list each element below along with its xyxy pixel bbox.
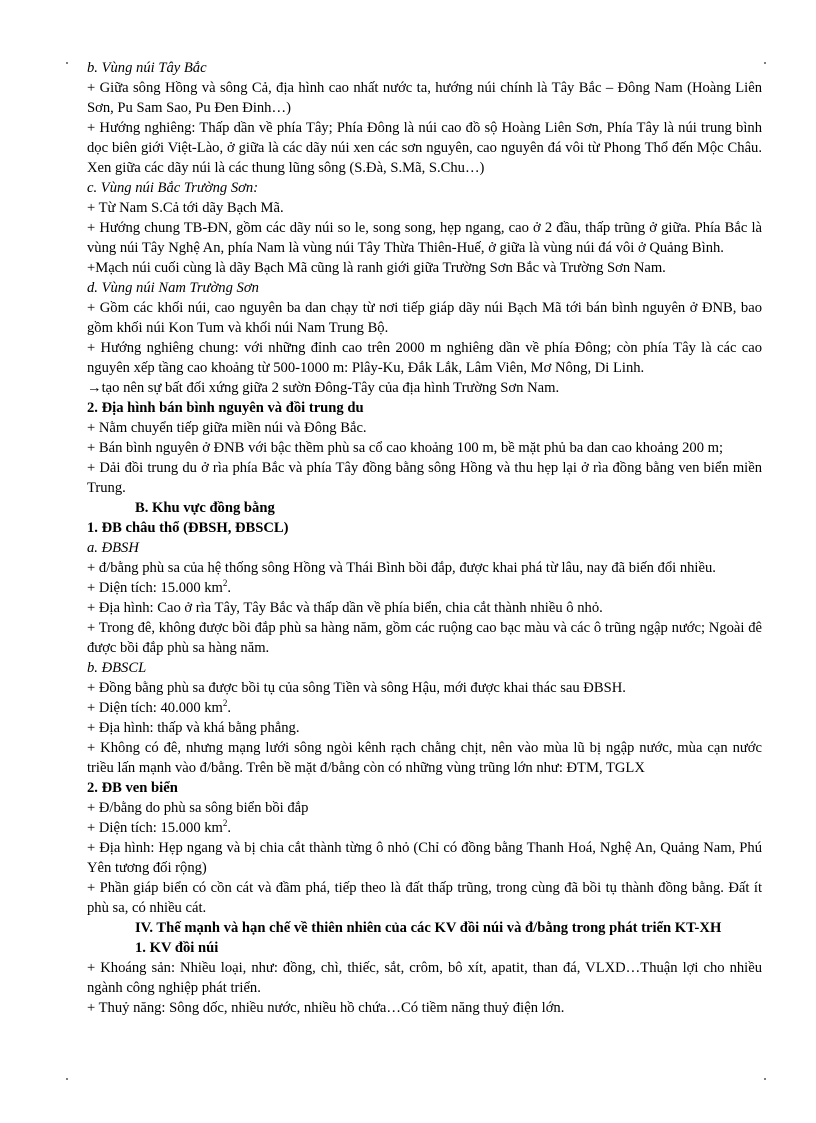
paragraph: + Khoáng sản: Nhiều loại, như: đồng, chì, thiếc, sắt, crôm, bô xít, apatit, than đá, VLXD…Thuận lợi cho nhiều ngành công nghiệp phát triển. <box>87 960 762 996</box>
arrow-icon: → <box>87 380 102 396</box>
corner-mark-top-left <box>66 62 68 64</box>
paragraph: + Giữa sông Hồng và sông Cả, địa hình cao nhất nước ta, hướng núi chính là Tây Bắc – Đông Nam (Hoàng Liên Sơn, Pu Sam Sao, Pu Đen Đinh…) <box>87 80 762 116</box>
paragraph: + đ/bằng phù sa của hệ thống sông Hồng và Thái Bình bồi đắp, được khai phá từ lâu, nay đã biến đổi nhiều. <box>87 560 716 576</box>
paragraph: + Phần giáp biển có cồn cát và đầm phá, tiếp theo là đất thấp trũng, trong cùng đã bồi tụ thành đồng bằng. Đất ít phù sa, có nhiều cát. <box>87 880 762 916</box>
section-heading-dbsh: a. ĐBSH <box>87 540 139 556</box>
corner-mark-top-right <box>764 62 766 64</box>
paragraph: + Đồng bằng phù sa được bồi tụ của sông Tiền và sông Hậu, mới được khai thác sau ĐBSH. <box>87 680 626 696</box>
corner-mark-bottom-right <box>764 1078 766 1080</box>
paragraph: + Đ/bằng do phù sa sông biển bồi đắp <box>87 800 309 816</box>
corner-mark-bottom-left <box>66 1078 68 1080</box>
paragraph: + Bán bình nguyên ở ĐNB với bậc thềm phù sa cổ cao khoảng 100 m, bề mặt phủ ba dan cao khoảng 200 m; <box>87 440 724 456</box>
paragraph-area: + Diện tích: 15.000 $km^2$. <box>87 818 232 836</box>
paragraph: + Hướng chung TB-ĐN, gồm các dãy núi so le, song song, hẹp ngang, cao ở 2 đầu, thấp trũng ở giữa. Phía Bắc là vùng núi Tây Nghệ An, phía Nam là vùng núi Tây Thừa Thiên-Huế, ở giữa là vùng núi đá vôi ở Quảng Bình. <box>87 220 762 256</box>
section-heading-kv-doi-nui: 1. KV đồi núi <box>135 940 219 956</box>
section-heading-the-manh: IV. Thế mạnh và hạn chế về thiên nhiên của các KV đồi núi và đ/bằng trong phát triển KT-XH <box>135 920 722 936</box>
paragraph: + Địa hình: thấp và khá bằng phẳng. <box>87 720 300 736</box>
section-heading-dbscl: b. ĐBSCL <box>87 660 147 676</box>
paragraph-area: + Diện tích: 15.000 $km^2$. <box>87 578 232 596</box>
paragraph: + Thuỷ năng: Sông dốc, nhiều nước, nhiều hồ chứa…Có tiềm năng thuỷ điện lớn. <box>87 1000 565 1016</box>
paragraph: + Hướng nghiêng chung: với những đỉnh cao trên 2000 m nghiêng dần về phía Đông; còn phía Tây là các cao nguyên xếp tầng cao khoảng từ 500-1000 m: Plây-Ku, Đắk Lắk, Lâm Viên, Mơ Nông, Di Linh. <box>87 340 762 376</box>
paragraph-area: + Diện tích: 40.000 $km^2$. <box>87 698 232 716</box>
paragraph: + Không có đê, nhưng mạng lưới sông ngòi kênh rạch chằng chịt, nên vào mùa lũ bị ngập nước, mùa cạn nước triều lấn mạnh vào đ/bằng. Trên bề mặt đ/bằng còn có những vùng trũng lớn như: ĐTM, TGLX <box>87 740 762 776</box>
paragraph: + Nằm chuyển tiếp giữa miền núi và Đông Bắc. <box>87 420 367 436</box>
section-heading-ven-bien: 2. ĐB ven biển <box>87 780 178 796</box>
section-heading-dong-bang: B. Khu vực đồng bằng <box>135 500 275 516</box>
paragraph-conclusion: →tạo nên sự bất đối xứng giữa 2 sườn Đông-Tây của địa hình Trường Sơn Nam. <box>87 380 560 396</box>
paragraph: + Gồm các khối núi, cao nguyên ba dan chạy từ nơi tiếp giáp dãy núi Bạch Mã tới bán bình nguyên ở ĐNB, bao gồm khối núi Kon Tum và khối núi Nam Trung Bộ. <box>87 300 762 336</box>
section-heading-nam-truong-son: d. Vùng núi Nam Trường Sơn <box>87 280 259 296</box>
document-page <box>87 58 762 1018</box>
section-heading-bac-truong-son: c. Vùng núi Bắc Trường Sơn: <box>87 180 259 196</box>
section-heading-tay-bac: b. Vùng núi Tây Bắc <box>87 60 207 76</box>
paragraph: + Hướng nghiêng: Thấp dần về phía Tây; Phía Đông là núi cao đồ sộ Hoàng Liên Sơn, Phía Tây là núi trung bình dọc biên giới Việt-Lào, ở giữa là các dãy núi xen các sơn nguyên, cao nguyên đá vôi từ Phong Thổ đến Mộc Châu. Xen giữa các dãy núi là các thung lũng sông (S.Đà, S.Mã, S.Chu…) <box>87 120 762 176</box>
paragraph: + Địa hình: Hẹp ngang và bị chia cắt thành từng ô nhỏ (Chỉ có đồng bằng Thanh Hoá, Nghệ An, Quảng Nam, Phú Yên tương đối rộng) <box>87 840 762 876</box>
paragraph: + Địa hình: Cao ở rìa Tây, Tây Bắc và thấp dần về phía biển, chia cắt thành nhiều ô nhỏ. <box>87 600 603 616</box>
section-heading-chau-tho: 1. ĐB châu thổ (ĐBSH, ĐBSCL) <box>87 520 289 536</box>
section-heading-ban-binh-nguyen: 2. Địa hình bán bình nguyên và đồi trung du <box>87 400 364 416</box>
paragraph: + Trong đê, không được bồi đắp phù sa hàng năm, gồm các ruộng cao bạc màu và các ô trũng ngập nước; Ngoài đê được bồi đắp phù sa hàng năm. <box>87 620 762 656</box>
paragraph: + Dải đồi trung du ở rìa phía Bắc và phía Tây đồng bằng sông Hồng và thu hẹp lại ở rìa đồng bằng ven biển miền Trung. <box>87 460 762 496</box>
paragraph: +Mạch núi cuối cùng là dãy Bạch Mã cũng là ranh giới giữa Trường Sơn Bắc và Trường Sơn Nam. <box>87 260 666 276</box>
paragraph: + Từ Nam S.Cả tới dãy Bạch Mã. <box>87 200 284 216</box>
